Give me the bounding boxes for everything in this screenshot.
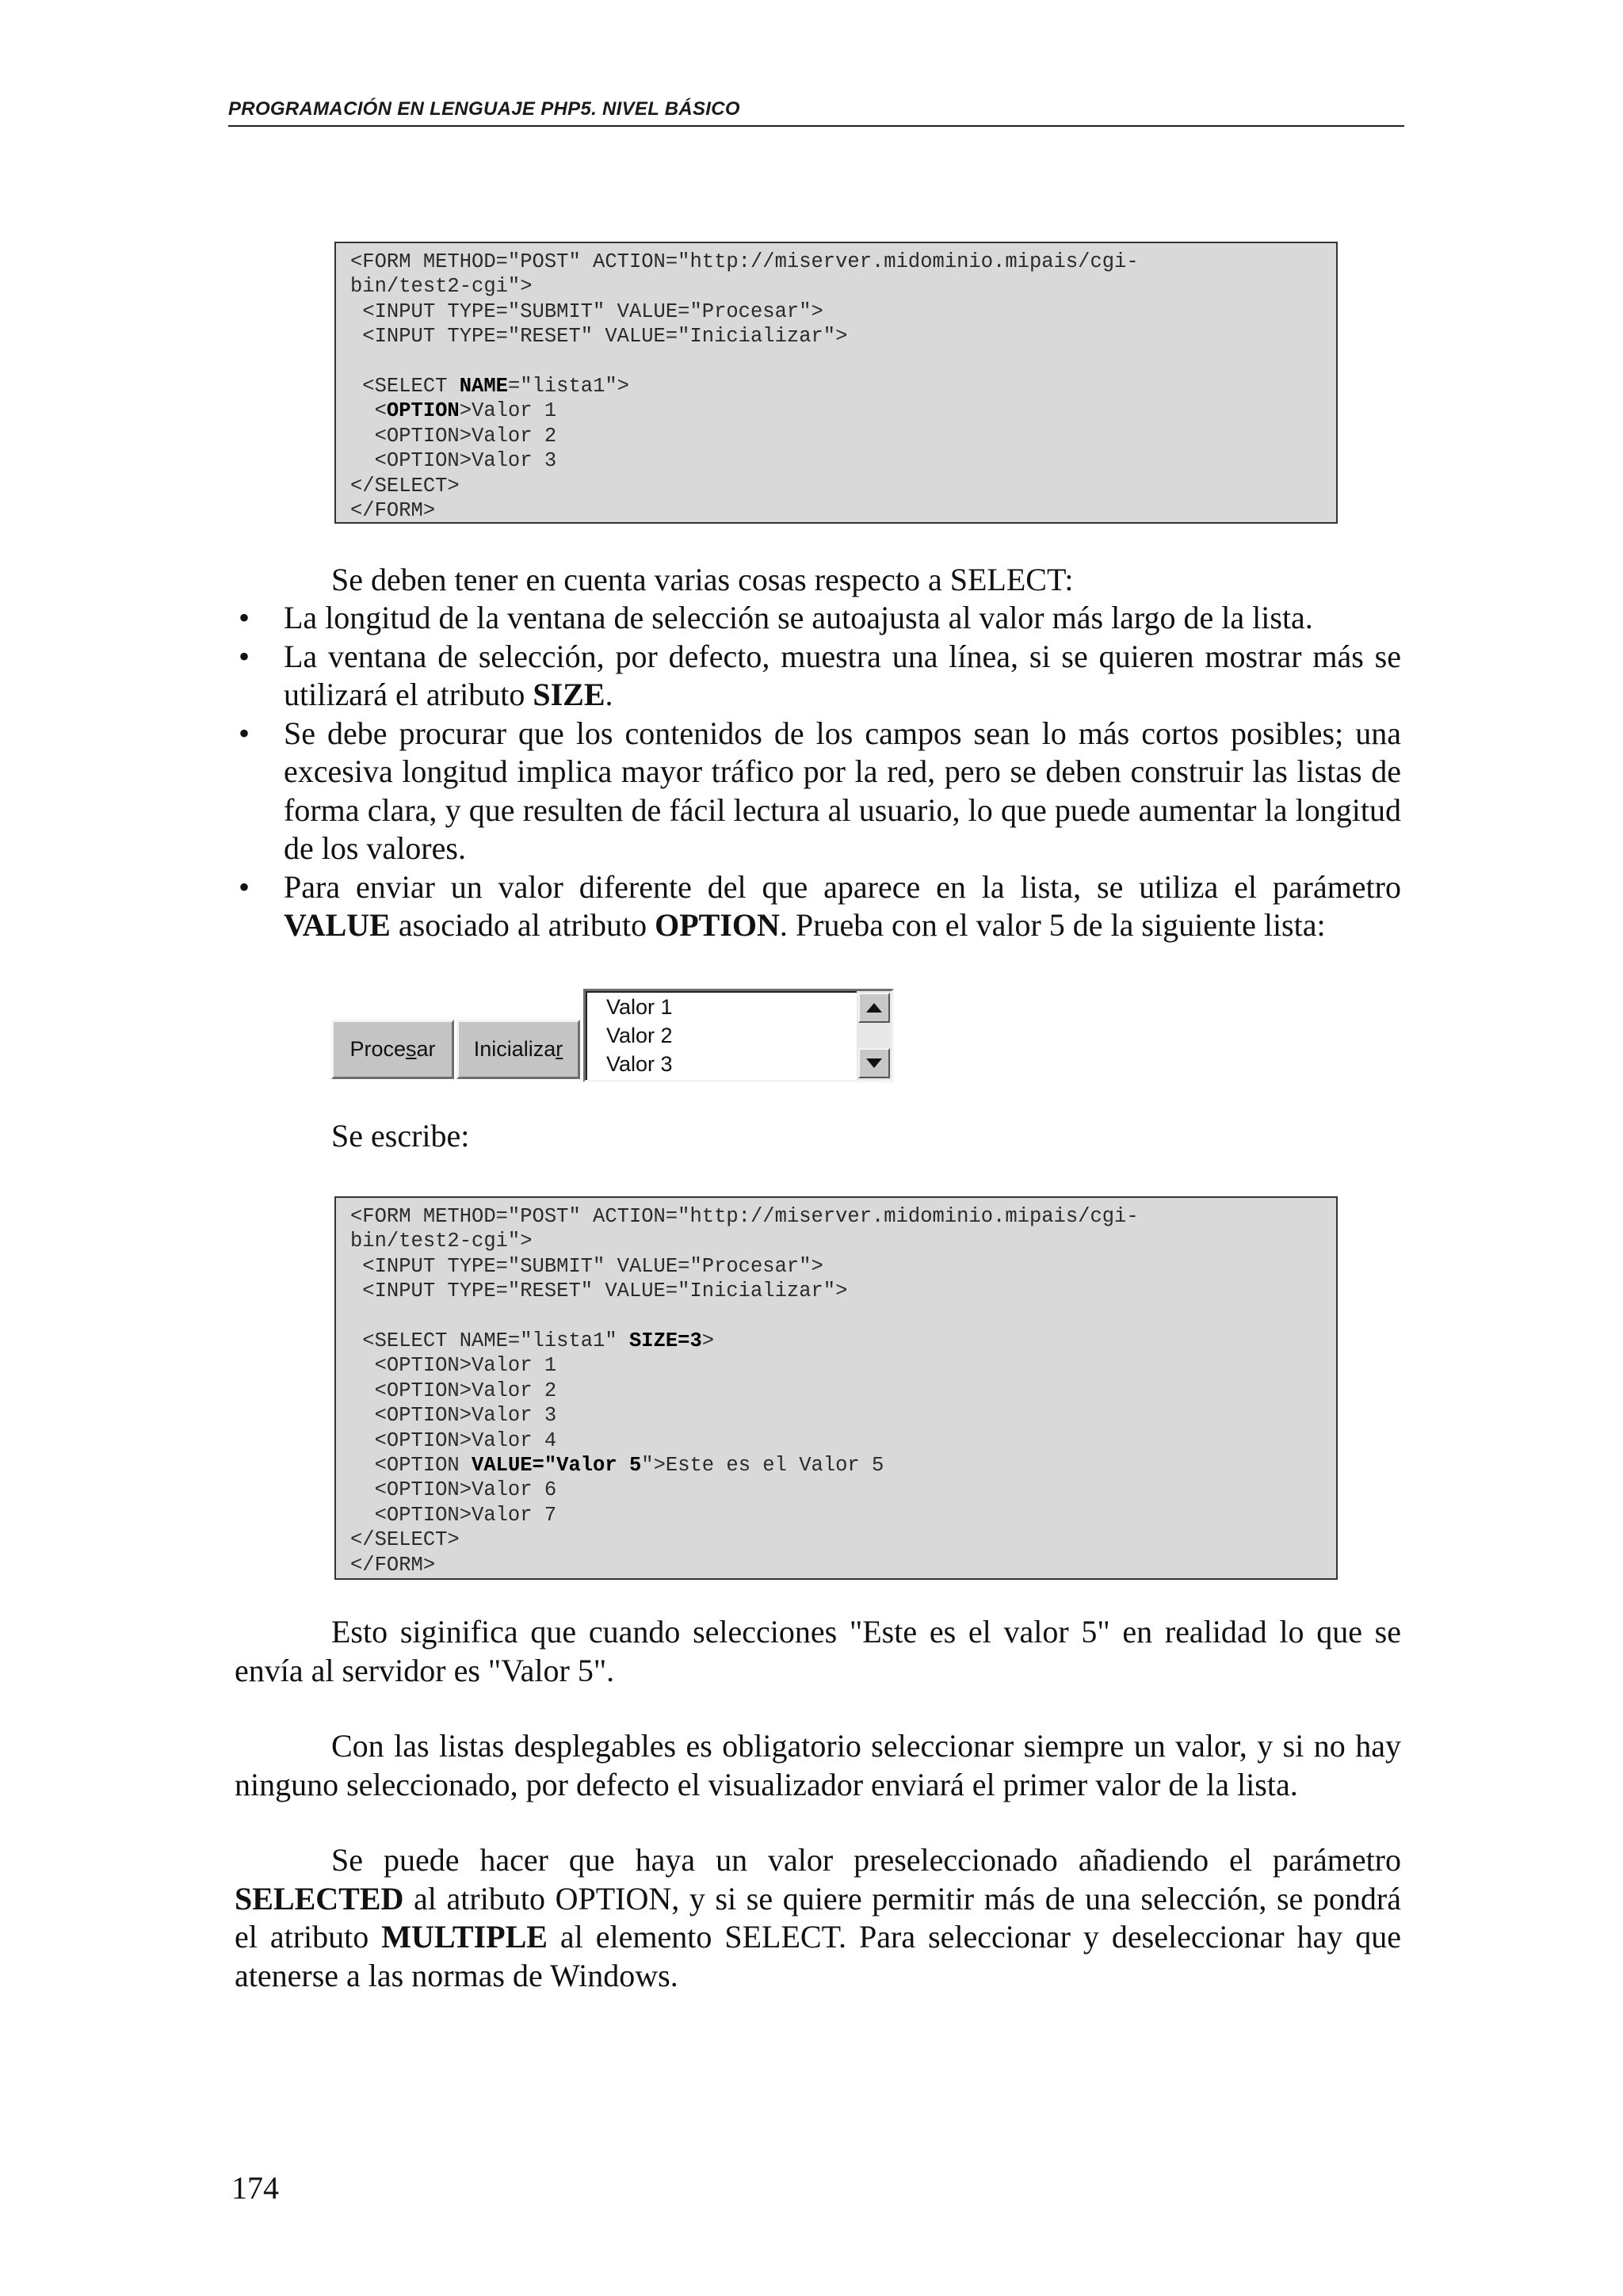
list-item: • Para enviar un valor diferente del que aparece en la lista, se utiliza el parámetro VALUE asociado al atributo OPTION. Prueba con el valor 5 de la siguiente lista:: [239, 868, 1401, 943]
bullet-icon: •: [239, 600, 250, 635]
code-line: <FORM METHOD="POST" ACTION="http://miserver.midominio.mipais/cgi-: [350, 250, 1139, 273]
bullet-icon: •: [239, 715, 250, 751]
code-line: <OPTION>Valor 2: [350, 424, 557, 448]
code-line: <INPUT TYPE="SUBMIT" VALUE="Procesar">: [350, 1254, 823, 1278]
code-line: <INPUT TYPE="RESET" VALUE="Inicializar">: [350, 1280, 848, 1303]
code-block-2: [334, 1196, 1338, 1580]
paragraph-3: Se puede hacer que haya un valor preseleccionado añadiendo el parámetro SELECTED al atributo OPTION, y si se quiere permitir más de una selección, se pondrá el atributo MULTIPLE al elemento SELECT. Para seleccionar y deseleccionar hay que atenerse a las normas de Windows.: [235, 1842, 1402, 1993]
header-rule: [228, 125, 1404, 127]
code-line: bin/test2-cgi">: [350, 1230, 533, 1253]
code-line: <OPTION>Valor 3: [350, 449, 557, 473]
scroll-down-button[interactable]: [858, 1048, 890, 1078]
procesar-button[interactable]: Proce s ar: [331, 1020, 454, 1079]
code-line: </SELECT>: [350, 474, 460, 498]
list-item: • La ventana de selección, por defecto, muestra una línea, si se quieren mostrar más se utilizará el atributo SIZE.: [239, 638, 1401, 712]
arrow-up-icon: [866, 1003, 882, 1013]
list-item: • Se debe procurar que los contenidos de los campos sean lo más cortos posibles; una excesiva longitud implica mayor tráfico por la red, pero se deben construir las listas de forma clara, y que resulten de fácil lectura al usuario, lo que puede aumentar la longitud de los valores.: [239, 715, 1401, 866]
code-line: <INPUT TYPE="SUBMIT" VALUE="Procesar">: [350, 299, 823, 323]
code-line: <OPTION>Valor 4: [350, 1428, 557, 1452]
bullet-icon: •: [239, 868, 250, 905]
page-number: 174: [231, 2170, 279, 2206]
inicializar-button[interactable]: Inicializa r: [456, 1020, 580, 1079]
scroll-up-button[interactable]: [858, 993, 890, 1023]
code-line: <INPUT TYPE="RESET" VALUE="Inicializar">: [350, 325, 848, 349]
code-line: <FORM METHOD="POST" ACTION="http://miserver.midominio.mipais/cgi-: [350, 1205, 1139, 1228]
code-line: <OPTION>Valor 6: [350, 1478, 557, 1502]
se-escribe-text: Se escribe:: [331, 1118, 470, 1154]
code-line: <OPTION VALUE="Valor 5">Este es el Valor 5: [350, 1454, 884, 1478]
arrow-down-icon: [866, 1058, 882, 1068]
scrollbar[interactable]: [857, 991, 892, 1080]
code-line: </FORM>: [350, 499, 436, 523]
intro-text: Se deben tener en cuenta varias cosas respecto a SELECT:: [331, 562, 1074, 597]
code-line: <OPTION>Valor 1: [350, 399, 557, 423]
code-line: bin/test2-cgi">: [350, 275, 533, 299]
code-line: <OPTION>Valor 2: [350, 1379, 557, 1402]
code-line: </FORM>: [350, 1553, 436, 1577]
paragraph-1: Esto siginifica que cuando selecciones "Este es el valor 5" en realidad lo que se envía al servidor es "Valor 5".: [235, 1614, 1401, 1688]
code-line: <OPTION>Valor 1: [350, 1354, 557, 1378]
list-option[interactable]: Valor 3: [606, 1052, 673, 1076]
code-line: <OPTION>Valor 3: [350, 1404, 557, 1428]
running-header: PROGRAMACIÓN EN LENGUAJE PHP5. NIVEL BÁSICO: [228, 98, 740, 120]
code-line: </SELECT>: [350, 1528, 460, 1552]
code-blank-line: [350, 1304, 1322, 1329]
code-line: <OPTION>Valor 7: [350, 1503, 557, 1527]
select-listbox[interactable]: [583, 989, 894, 1082]
paragraph-2: Con las listas desplegables es obligatorio seleccionar siempre un valor, y si no hay ninguno seleccionado, por defecto el visualizador enviará el primer valor de la lista.: [235, 1728, 1401, 1802]
code-line: <SELECT NAME="lista1">: [350, 375, 629, 399]
code-block-1: [334, 242, 1338, 524]
list-option[interactable]: Valor 1: [606, 995, 673, 1019]
code-line: <SELECT NAME="lista1" SIZE=3>: [350, 1329, 715, 1353]
code-blank-line: [350, 349, 1322, 374]
bullet-list: [235, 599, 1401, 945]
listbox-options: [606, 993, 673, 1078]
bullet-icon: •: [239, 638, 250, 674]
list-option[interactable]: Valor 2: [606, 1024, 673, 1047]
list-item: • La longitud de la ventana de selección se autoajusta al valor más largo de la lista.: [235, 599, 1401, 638]
form-demo: [331, 986, 894, 1084]
